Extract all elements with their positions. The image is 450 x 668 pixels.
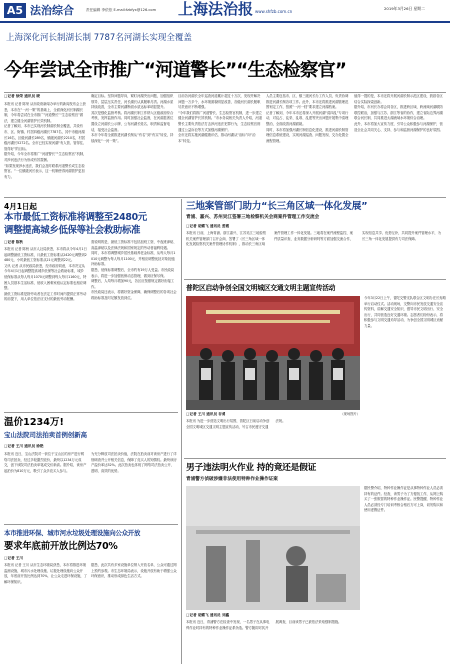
lead-paragraph: “如果发现涉水违法，我们会及时联系河道警长或生态检察官。”一位镇级河长表示，这一机制使得河湖管护更加有力。 (4, 163, 85, 179)
masthead-rule (0, 21, 450, 23)
section-name: 法治综合 (30, 4, 74, 17)
welder-headline: 男子违法明火作业 持的竟还是假证 (186, 463, 317, 473)
campaign-photo (186, 296, 360, 410)
welder-byline: □记者 胡蝶飞 通讯员 刘鑫 (186, 613, 230, 617)
lead-kicker: 上海深化河长制湖长制 7787名河湖长实现全覆盖 (6, 33, 192, 43)
lead-paragraph: 据介绍，今年全市将推广“河道警长”“生态检察官”机制，对涉河违法行为形成有效震慑。 (4, 152, 87, 162)
traffic-left-body: 本报讯 为进一步营造文明出行氛围，普陀区日前启动争创全国文明城区交通文明主题宣传活动，号召市民遵守交通法规。 (186, 419, 286, 429)
wage-paragraph: 又讯 记者 从市民政局获悉，经市政府同意，本市决定从今年4月1日起调整提高城乡低保等社会救助标准，城乡低保标准从每人每月1070元调整到每人每月1160元，特困人员基本生活标准、低收入困难家庭认定标准也相应调整。 (4, 263, 87, 291)
lead-paragraph: 据介绍，市河长办将会同各区，推进跨区域、跨流域河湖联防联控联治，加强与江苏、浙江等省的协作，建立省际边界河湖联合河长制，共同推进太湖流域水环境综合治理。 (354, 105, 443, 121)
lead-col-4 (266, 94, 350, 194)
section-divider (4, 412, 178, 413)
lead-paragraph: “今年我们将推广河道警长、生态检察官机制，进一步建立健全河湖管护长效机制。”市水务局相关负责人介绍，河道警长主要负责依法打击涉河违法犯罪行为，生态检察官则通过公益诉讼等方式加强河湖保护。 (178, 110, 262, 132)
section-divider (184, 279, 446, 280)
lead-paragraph: 全市还将实施河湖健康评估，推动河湖从“治标”向“治本”转变。 (178, 133, 256, 143)
auction-col-1: 本报讯 近日，宝山法院对一套位于宝山区的房产进行网络司法拍卖，经过多轮激烈竞价，最终以1234万元成交，创下该院司法拍卖单笔成交价新高。据介绍，该房产起拍价为810万元，吸引了众多竞买人参与。 (4, 452, 87, 473)
wage-col-1 (4, 247, 87, 410)
wage-paragraph: 需说明的是，最低工资标准不包括加班工资、中夜班津贴、高温津贴以及法律法规和国家规定的劳动者福利待遇。 (91, 240, 177, 250)
welder-left-body: 本报讯 近日，青浦警方在检查中发现，一名男子在从事电焊作业时持有的特种作业操作证系伪造。警方随即对其开展调查，目前该男子已被依法采取强制措施。 (186, 620, 342, 630)
column-divider (181, 199, 182, 664)
auction-subhead: 宝山法院司法拍卖首例创新高 (4, 431, 88, 439)
page-number: A5 (4, 3, 26, 18)
lead-divider (4, 92, 446, 93)
lead-col-3 (178, 94, 262, 194)
lead-paragraph: 确定目标。坚持问题导向，紧盯河湖突出问题，加强组织领导，层层压实责任，河长湖长认真履职尽责。河湖水质持续改善，全市主要河湖断面水质达标率明显提升。 (91, 94, 174, 110)
wage-headline-1: 本市最低工资标准将调整至2480元 (4, 212, 147, 223)
lead-intro: 本报讯 记者 陈荣 从市政府新闻办举行的新闻发布会上获悉，本市在“一河一策”的基础上，全面深化河长制湖长制，今年将尝试在全市推广“河道警长”“生态检察官”做法，建立健全河湖管护长效机制。 (4, 102, 86, 123)
issue-date: 2019年3月26日 星期二 (384, 6, 425, 11)
wage-paragraph: 本报讯 记者 陈秋 从市人社局获悉，本市将从今年4月1日起调整最低工资标准，月最低工资标准从2420元调整到2480元，小时最低工资标准从21元调整到22元。 (4, 247, 87, 263)
facility-byline: □记者 王川 (4, 556, 24, 560)
lead-paragraph: 其次是强化监督考核。将河湖长制工作纳入区级政府综合考核，发挥监督作用。同时加强社会监督，在河湖显著位置设立河湖长公示牌，公布河湖长姓名、职责和监督电话，接受社会监督。 (91, 110, 174, 132)
yangtze-byline: □记者 胡蝶飞 通讯员 姜霞 (186, 224, 230, 228)
wage-date-tag: 4月1日起 (4, 202, 37, 211)
yangtze-headline: 三地案管部门助力“长三角区域一体化发展” (186, 201, 368, 212)
campaign-photo-image (186, 296, 360, 410)
welder-photo-image (186, 486, 360, 610)
lead-col-5 (354, 94, 446, 194)
photo-caption: （现场图片） (340, 412, 360, 416)
lead-paragraph: 人员主要包括市、区、镇三级河长办工作人员，负责协调推进河湖长制各项工作。此外，本市还将推进河湖管理范围划定工作，按照“一河一档”要求建立河湖档案。 (266, 94, 349, 110)
auction-col-2: 为充分释放司法拍卖价值，法院在拍卖前对该房产进行了详细调查并公开相关信息，保障了竞买人的知情权。最终该房产溢价率达52%。此次拍卖也体现了网络司法拍卖公开、透明、高效的优势。 (91, 452, 177, 473)
auction-headline: 温价1234万! (4, 417, 64, 428)
auction-byline: □记者 王川 通讯员 徐艳 (4, 444, 44, 448)
welder-subhead: 青浦警方侦破涉嫌非法使用特种作业操作证案 (186, 477, 278, 482)
section-divider (4, 524, 178, 525)
wage-paragraph: 市民政局还表示，将做好资金保障，确保调整后的各项社会救助标准及时足额发放到位。 (91, 290, 177, 300)
lead-paragraph: 此外，本市将加大宣传力度，引导公众积极参与河湖保护，营造全社会共同关心、支持、参与和监督河湖保护的良好氛围。 (354, 121, 443, 132)
newspaper-logo: 上海法治报 (178, 0, 254, 18)
lead-headline: 今年尝试全市推广“河道警长”“生态检察官” (4, 60, 347, 81)
lead-col-2 (91, 94, 175, 194)
website-url: www.shfzb.com.cn (255, 9, 293, 14)
wage-paragraph: 同时，本市将调整城乡居民基础养老金标准，从每人每月1010元调整为每人每月1100元，并相应调整优抚对象抚恤补助标准。 (91, 251, 176, 267)
lead-paragraph: 目前各河湖长全年巡查河道累计超过十万次，发现并解决问题一万多个，水环境面貌明显改善，各级河长湖长履职尽责意识不断增强。 (178, 94, 261, 110)
section-divider (4, 197, 446, 198)
yangtze-subhead: 青浦、嘉兴、苏州吴江签署三地检察机关会商案件管理工作交流会 (186, 215, 320, 220)
traffic-headline: 普陀区启动争创全国文明城区交通文明主题宣传活动 (186, 284, 336, 292)
lead-byline: □记者 徐荣 通讯员 晓 (4, 94, 40, 98)
wage-paragraph: 调整后，人均每月增加90元，各区应按照规定做好衔接工作。 (91, 279, 175, 289)
yangtze-body: 本报讯 日前，上海青浦、浙江嘉兴、江苏吴江三地检察机关案件管理部门召开会商，签署了《长三角区域一体化发展检察机关案件管理协作机制》，推动长三角区域案件管理工作一体化发展。三地将在案件流程监控、案件质量评查、业务数据分析研判等方面加强交流合作，实现信息共享、优势互补，共同提升案件管理水平，为长三角一体化发展提供有力司法保障。 (186, 231, 441, 247)
wage-byline: □记者 陈秋 (4, 240, 24, 244)
traffic-right-body: 今年3月22日上午，普陀交警支队联合区文明办在长寿路举行启动仪式。活动现场，交警向市民发放交通安全宣传资料，讲解交通安全知识，倡导市民文明出行、安全出行，共同营造良好交通环境。志愿者们纷纷表示，将积极参与文明交通劝导活动，为争创全国文明城区贡献力量。 (364, 296, 446, 328)
facility-col-1: 本报讯 记者 王川 从市生态环境局获悉，本市将推进环境监测设施、城市污水处理设施、垃圾处理设施向公众开放，年底前开放比例达到70%，让公众走进环保设施，了解环保知识。 (4, 563, 87, 584)
lead-paragraph: 同时，本市将加强河湖长制信息化建设，推进河湖长制管理信息系统建设，实现河湖巡查、问题发现、交办处置全流程管理。 (266, 127, 349, 143)
wage-col-2 (91, 240, 177, 410)
lead-paragraph: 值得一提的是，本市还将开展河湖长制示范区建设，鼓励各区结合实际探索创新。 (354, 94, 443, 104)
section-divider (184, 458, 446, 459)
facility-headline-2: 要求年底前开放比例达70% (4, 541, 118, 552)
masthead (0, 0, 450, 22)
wage-paragraph: 据悉，低保标准调整后，全市约有19万人受益。市民政局表示，将进一步加强低保动态管理，做到应保尽保。 (91, 267, 175, 278)
editor-line: 责任编辑 李依依 E-mail:fzbfyx@126.com (86, 8, 157, 12)
welder-photo (186, 486, 360, 610)
lead-paragraph: 记者了解到，本市已实现河长制湖长制全覆盖，共设有市、区、街镇、村居四级河湖长7787名，其中市级河湖长16名，区级河湖长289名，镇级河湖长2210名，村居级河湖长5272名。全市已经实现河湖“有人管、管得住、管得好”的目标。 (4, 124, 87, 151)
facility-headline-1: 本市推进环保、城市河水垃圾处理设施向公众开放 (4, 529, 141, 537)
wage-paragraph: 最低工资标准是指劳动者在法定工作时间内提供正常劳动的前提下，用人单位依法应支付的最低劳动报酬。 (4, 291, 87, 302)
traffic-byline: □记者 王川 通讯员 谷勇 (186, 412, 226, 416)
lead-paragraph: 本市今年将全面推进河湖长制从“有名”到“有实”转变，持续深化“一河一策”。 (91, 133, 174, 143)
welder-right-body: 据民警介绍，特种作业操作证是从事特种作业人员必须持有的证件。经查，该男子为了方便找工作，从网上购买了一张假冒的特种作业操作证。民警提醒，特种作业人员必须经专门培训考核合格后方可上岗，切勿购买和使用虚假证件。 (364, 486, 443, 513)
wage-headline-2: 调整提高城乡低保等社会救助标准 (4, 225, 141, 236)
facility-col-2: 据悉，此次共有多家设施单位纳入开放名单，公众可通过网上预约参观。市生态环境局表示，设施开放有助于增强公众环保意识，推动形成绿色生活方式。 (91, 563, 177, 579)
lead-paragraph: 记者了解到，今年本市还将深入开展河湖“清四乱”专项行动，对乱占、乱采、乱堆、乱建等突出问题开展集中清理整治，全面改善河湖面貌。 (266, 110, 349, 126)
